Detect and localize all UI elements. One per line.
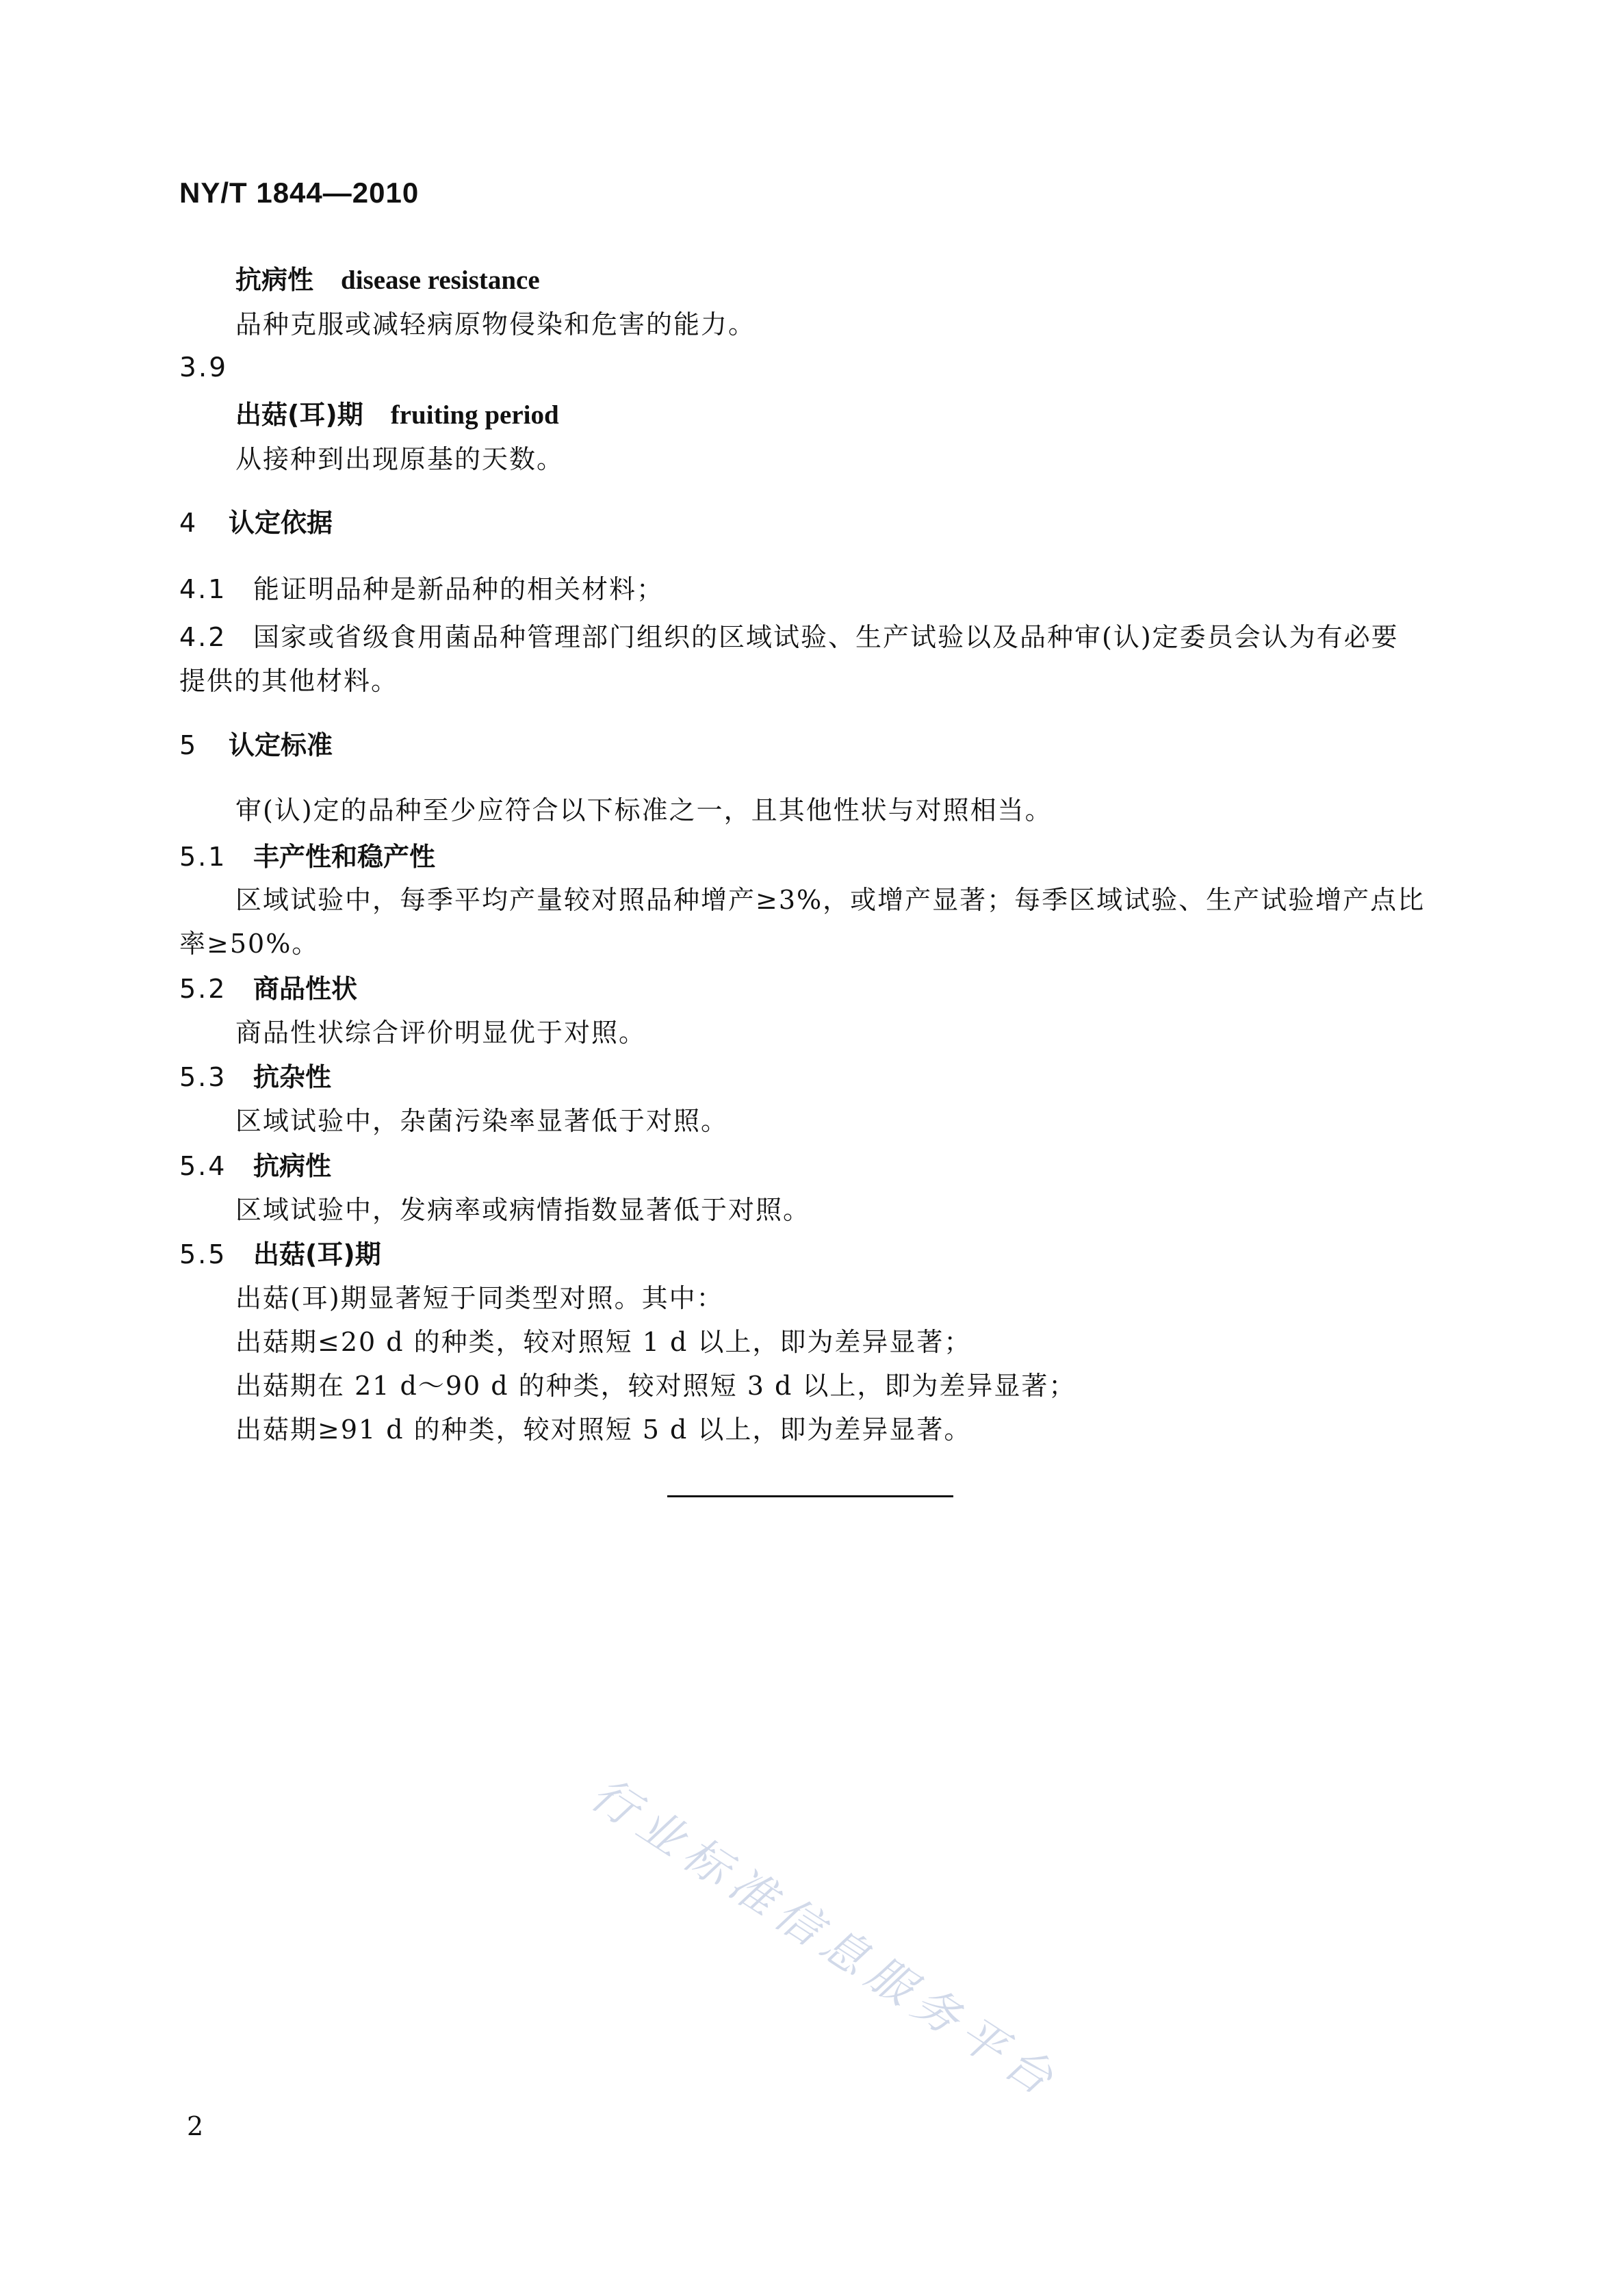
section-heading-4	[179, 502, 333, 539]
clause-title: 抗病性	[253, 1151, 332, 1181]
clause-title: 商品性状	[253, 974, 358, 1004]
section-title: 认定标准	[229, 730, 333, 760]
end-rule	[667, 1495, 953, 1497]
section-title: 认定依据	[229, 508, 333, 538]
clause-5-2-heading	[179, 968, 357, 1005]
clause-title: 抗杂性	[253, 1062, 332, 1092]
clause-title: 出菇(耳)期	[253, 1239, 381, 1269]
term-disease-resistance	[235, 259, 540, 296]
clause-text: 商品性状综合评价明显优于对照。	[235, 1018, 647, 1048]
clause-text: 能证明品种是新品种的相关材料；	[253, 574, 665, 604]
clause-5-3-heading	[179, 1056, 331, 1094]
clause-number: 5.3	[179, 1062, 227, 1092]
clause-text-continued: 提供的其他材料。	[179, 666, 399, 696]
clause-text-line: 出菇(耳)期显著短于同类型对照。其中：	[235, 1283, 724, 1313]
clause-number: 5.4	[179, 1151, 227, 1181]
term-definition: 从接种到出现原基的天数。	[235, 444, 565, 474]
clause-number: 4.2	[179, 622, 227, 652]
term-zh: 抗病性	[235, 265, 314, 295]
clause-4-1	[179, 568, 664, 606]
section-number: 4	[179, 508, 196, 538]
clause-text: 区域试验中，发病率或病情指数显著低于对照。	[235, 1195, 811, 1225]
section-heading-5	[179, 724, 333, 762]
clause-text-continued: 率≥50%。	[179, 929, 320, 959]
clause-text-line: 出菇期在 21 d～90 d 的种类，较对照短 3 d 以上，即为差异显著；	[235, 1371, 1077, 1401]
clause-number: 5.1	[179, 842, 227, 872]
term-zh: 出菇(耳)期	[235, 400, 363, 430]
page-number: 2	[187, 2111, 204, 2141]
clause-5-4-heading	[179, 1145, 331, 1183]
clause-number: 5.2	[179, 974, 227, 1004]
section-intro: 审(认)定的品种至少应符合以下标准之一，且其他性状与对照相当。	[235, 795, 1053, 825]
clause-text-line: 出菇期≤20 d 的种类，较对照短 1 d 以上，即为差异显著；	[235, 1327, 972, 1357]
term-en: fruiting period	[390, 400, 559, 430]
section-number: 5	[179, 730, 196, 760]
term-definition: 品种克服或减轻病原物侵染和危害的能力。	[235, 309, 756, 339]
clause-text-line: 出菇期≥91 d 的种类，较对照短 5 d 以上，即为差异显著。	[235, 1415, 972, 1445]
clause-4-2	[179, 616, 1399, 654]
clause-title: 丰产性和稳产性	[253, 842, 436, 872]
clause-5-1-heading	[179, 836, 435, 873]
clause-number: 4.1	[179, 574, 227, 604]
clause-text: 区域试验中，杂菌污染率显著低于对照。	[235, 1106, 729, 1136]
watermark: 行业标准信息服务平台	[581, 1767, 1070, 2110]
clause-5-5-heading	[179, 1233, 381, 1271]
clause-number: 3.9	[179, 352, 229, 383]
clause-number: 5.5	[179, 1239, 227, 1269]
term-en: disease resistance	[341, 266, 540, 295]
term-fruiting-period	[235, 393, 559, 431]
clause-text: 区域试验中，每季平均产量较对照品种增产≥3%，或增产显著；每季区域试验、生产试验增产点比	[235, 885, 1426, 915]
standard-code-header: NY/T 1844—2010	[179, 177, 420, 209]
clause-text: 国家或省级食用菌品种管理部门组织的区域试验、生产试验以及品种审(认)定委员会认为有必要	[253, 622, 1399, 652]
